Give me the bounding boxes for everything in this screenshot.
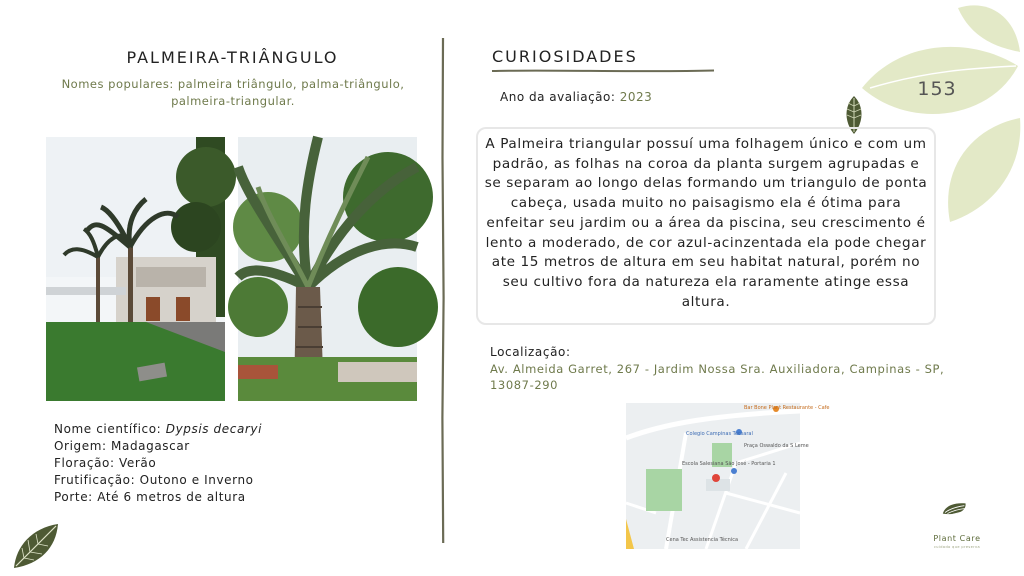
map-pin-icon[interactable] xyxy=(712,474,720,482)
plant-photo-2 xyxy=(238,137,417,401)
map-label: Escola Salesiana São José - Portaria 1 xyxy=(682,461,776,467)
vertical-divider xyxy=(441,38,445,543)
location-map[interactable] xyxy=(626,403,830,549)
page-number: 153 xyxy=(917,78,957,100)
logo-tagline: cuidado que preserva xyxy=(933,545,981,549)
leaf-shape xyxy=(958,5,1020,52)
plant-facts xyxy=(54,421,262,506)
location-address: Av. Almeida Garret, 267 - Jardim Nossa Sra. Auxiliadora, Campinas - SP, 13087-290 xyxy=(490,362,945,392)
fruiting: Frutificação: Outono e Inverno xyxy=(54,473,254,487)
map-label: Bar Bone Plant Restaurante - Cafe xyxy=(744,405,830,411)
map-label: Colegio Campinas Tecsaral xyxy=(686,431,753,437)
origin: Origem: Madagascar xyxy=(54,439,190,453)
title-underline xyxy=(492,68,714,74)
logo-name: Plant Care xyxy=(933,534,981,543)
section-title: CURIOSIDADES xyxy=(492,47,638,66)
popular-names: Nomes populares: palmeira triângulo, palma-triângulo, palmeira-triangular. xyxy=(61,77,405,108)
map-label: Praça Oswaldo da S Leme xyxy=(744,443,809,449)
plant-care-logo-icon xyxy=(922,500,992,534)
leaf-shape xyxy=(948,118,1020,222)
flowering: Floração: Verão xyxy=(54,456,157,470)
plant-title: PALMEIRA-TRIÂNGULO xyxy=(126,48,339,67)
leaf-icon-bottom-left xyxy=(12,522,60,570)
scientific-name: Nome científico: Dypsis decaryi xyxy=(54,422,263,436)
size: Porte: Até 6 metros de altura xyxy=(54,490,246,504)
plant-photo-1 xyxy=(46,137,225,401)
location-label: Localização: xyxy=(490,345,571,359)
evaluation-year: Ano da avaliação: 2023 xyxy=(500,90,653,104)
map-label: Cena Tec Assistencia Técnica xyxy=(666,537,739,543)
description-box: A Palmeira triangular possuí uma folhagem único e com um padrão, as folhas na coroa da planta surgem agrupadas e se separam ao longo delas formando um triangulo de ponta cabeça, usada muito no paisagismo ela é ótima para enfeitar seu jardim ou a área da piscina, seu crescimento é lento a moderado, de cor azul-acinzentada ela pode chegar ate 15 metros de altura em seu habitat natural, porém no seu cultivo fora da natureza ela raramente atinge essa altura. xyxy=(476,127,936,325)
map-poi-icon xyxy=(731,468,737,474)
